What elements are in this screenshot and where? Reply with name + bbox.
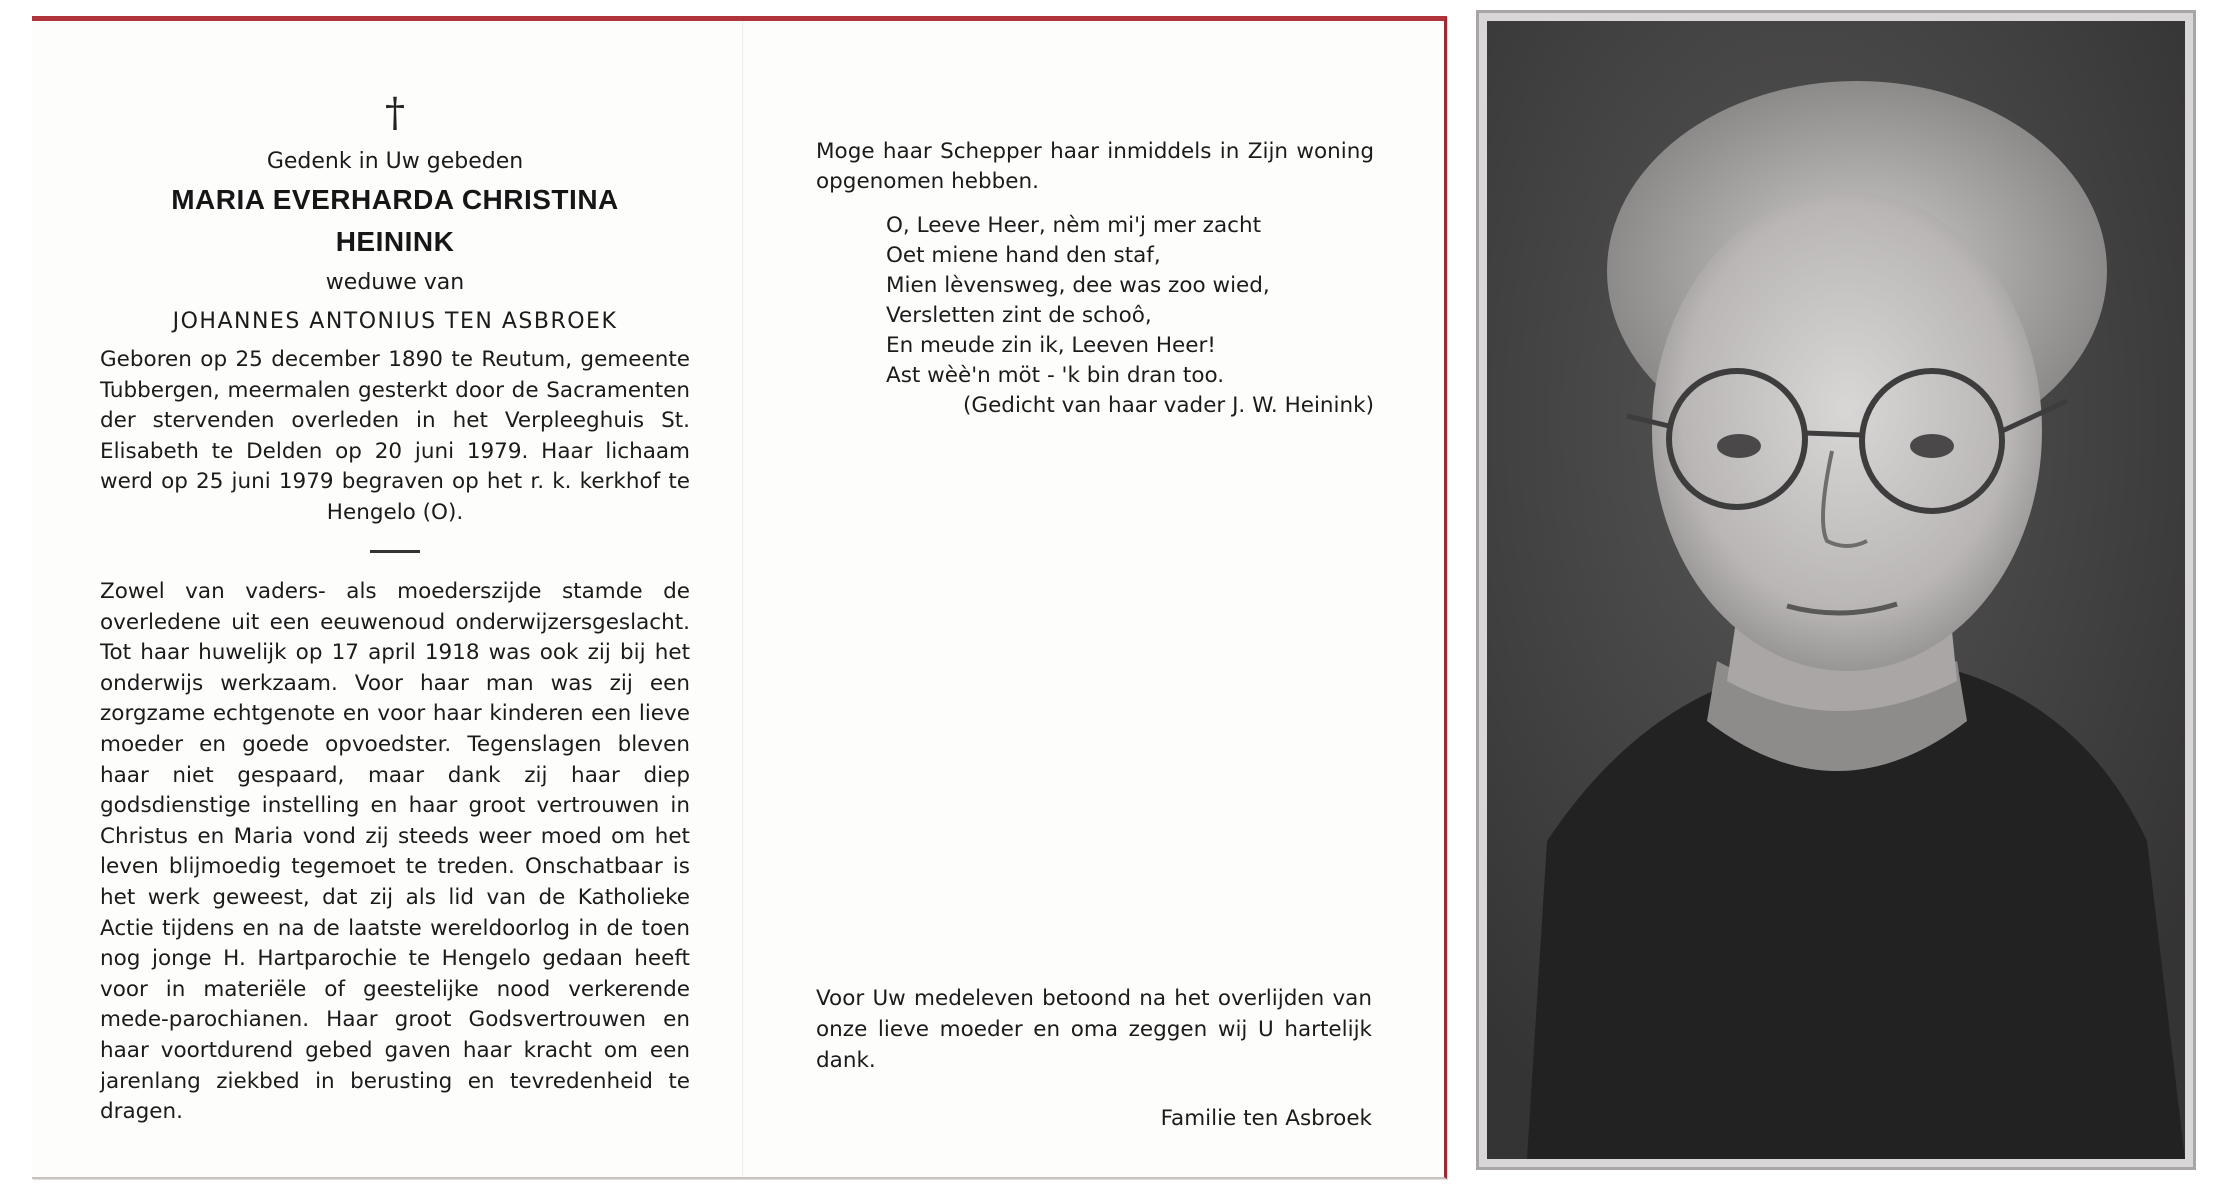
- left-page: [100, 91, 690, 1128]
- cross-icon: †: [385, 90, 405, 136]
- divider-rule: [370, 550, 420, 553]
- prayer-paragraph: Moge haar Schepper haar inmiddels in Zijn woning opgenomen hebben.: [816, 139, 1374, 194]
- poem: [886, 211, 1374, 391]
- card-fold: [742, 21, 743, 1177]
- poem-line: Versletten zint de schoô,: [886, 303, 1152, 328]
- life-dates-paragraph: Geboren op 25 december 1890 te Reutum, gemeente Tubbergen, meermalen gesterkt door de Sacramenten der stervenden overleden in het Verpleeghuis St. Elisabeth te Delden op 20 juni 1979. Haar lichaam werd op 25 juni 1979 begraven op het r. k. kerkhof te Hengelo (O).: [100, 347, 690, 525]
- poem-line: O, Leeve Heer, nèm mi'j mer zacht: [886, 213, 1262, 238]
- widow-of-line: weduwe van: [325, 270, 465, 295]
- poem-line: En meude zin ik, Leeven Heer!: [886, 333, 1216, 358]
- deceased-name-line2: HEININK: [335, 226, 455, 257]
- poem-line: Mien lèvensweg, dee was zoo wied,: [886, 273, 1270, 298]
- poem-line: Oet miene hand den staf,: [886, 243, 1161, 268]
- husband-name: JOHANNES ANTONIUS TEN ASBROEK: [172, 309, 618, 334]
- portrait-illustration: [1487, 21, 2185, 1159]
- photo-card: [1476, 10, 2196, 1170]
- right-page: [816, 137, 1374, 421]
- portrait-photo: [1487, 21, 2185, 1159]
- poem-line: Ast wèè'n möt - 'k bin dran too.: [886, 363, 1225, 388]
- thanks-paragraph: Voor Uw medeleven betoond na het overlijden van onze lieve moeder en oma zeggen wij U hartelijk dank.: [816, 986, 1372, 1073]
- family-signature: Familie ten Asbroek: [1160, 1106, 1372, 1131]
- remembrance-line: Gedenk in Uw gebeden: [266, 149, 524, 174]
- deceased-name-line1: MARIA EVERHARDA CHRISTINA: [171, 184, 619, 215]
- biography-paragraph: Zowel van vaders- als moederszijde stamde de overledene uit een eeuwenoud onderwijzersgeslacht. Tot haar huwelijk op 17 april 1918 was ook zij bij het onderwijs werkzaam. Voor haar man was zij een zorgzame echtgenote en voor haar kinderen een lieve moeder en goede opvoedster. Tegenslagen bleven haar niet gespaard, maar dank zij haar diep godsdienstige instelling en haar groot vertrouwen in Christus en Maria vond zij steeds weer moed om het leven blijmoedig tegemoet te treden. Onschatbaar is het werk geweest, dat zij als lid van de Katholieke Actie tijdens en na de laatste wereldoorlog in de toen nog jonge H. Hartparochie te Hengelo gedaan heeft voor in materiële of geestelijke nood verkerende mede-parochianen. Haar groot Godsvertrouwen en haar voortdurend gebed gaven haar kracht om een jarenlang ziekbed in berusting en tevredenheid te dragen.: [100, 579, 690, 1125]
- memorial-card: [32, 16, 1447, 1179]
- poem-attribution: (Gedicht van haar vader J. W. Heinink): [963, 393, 1374, 418]
